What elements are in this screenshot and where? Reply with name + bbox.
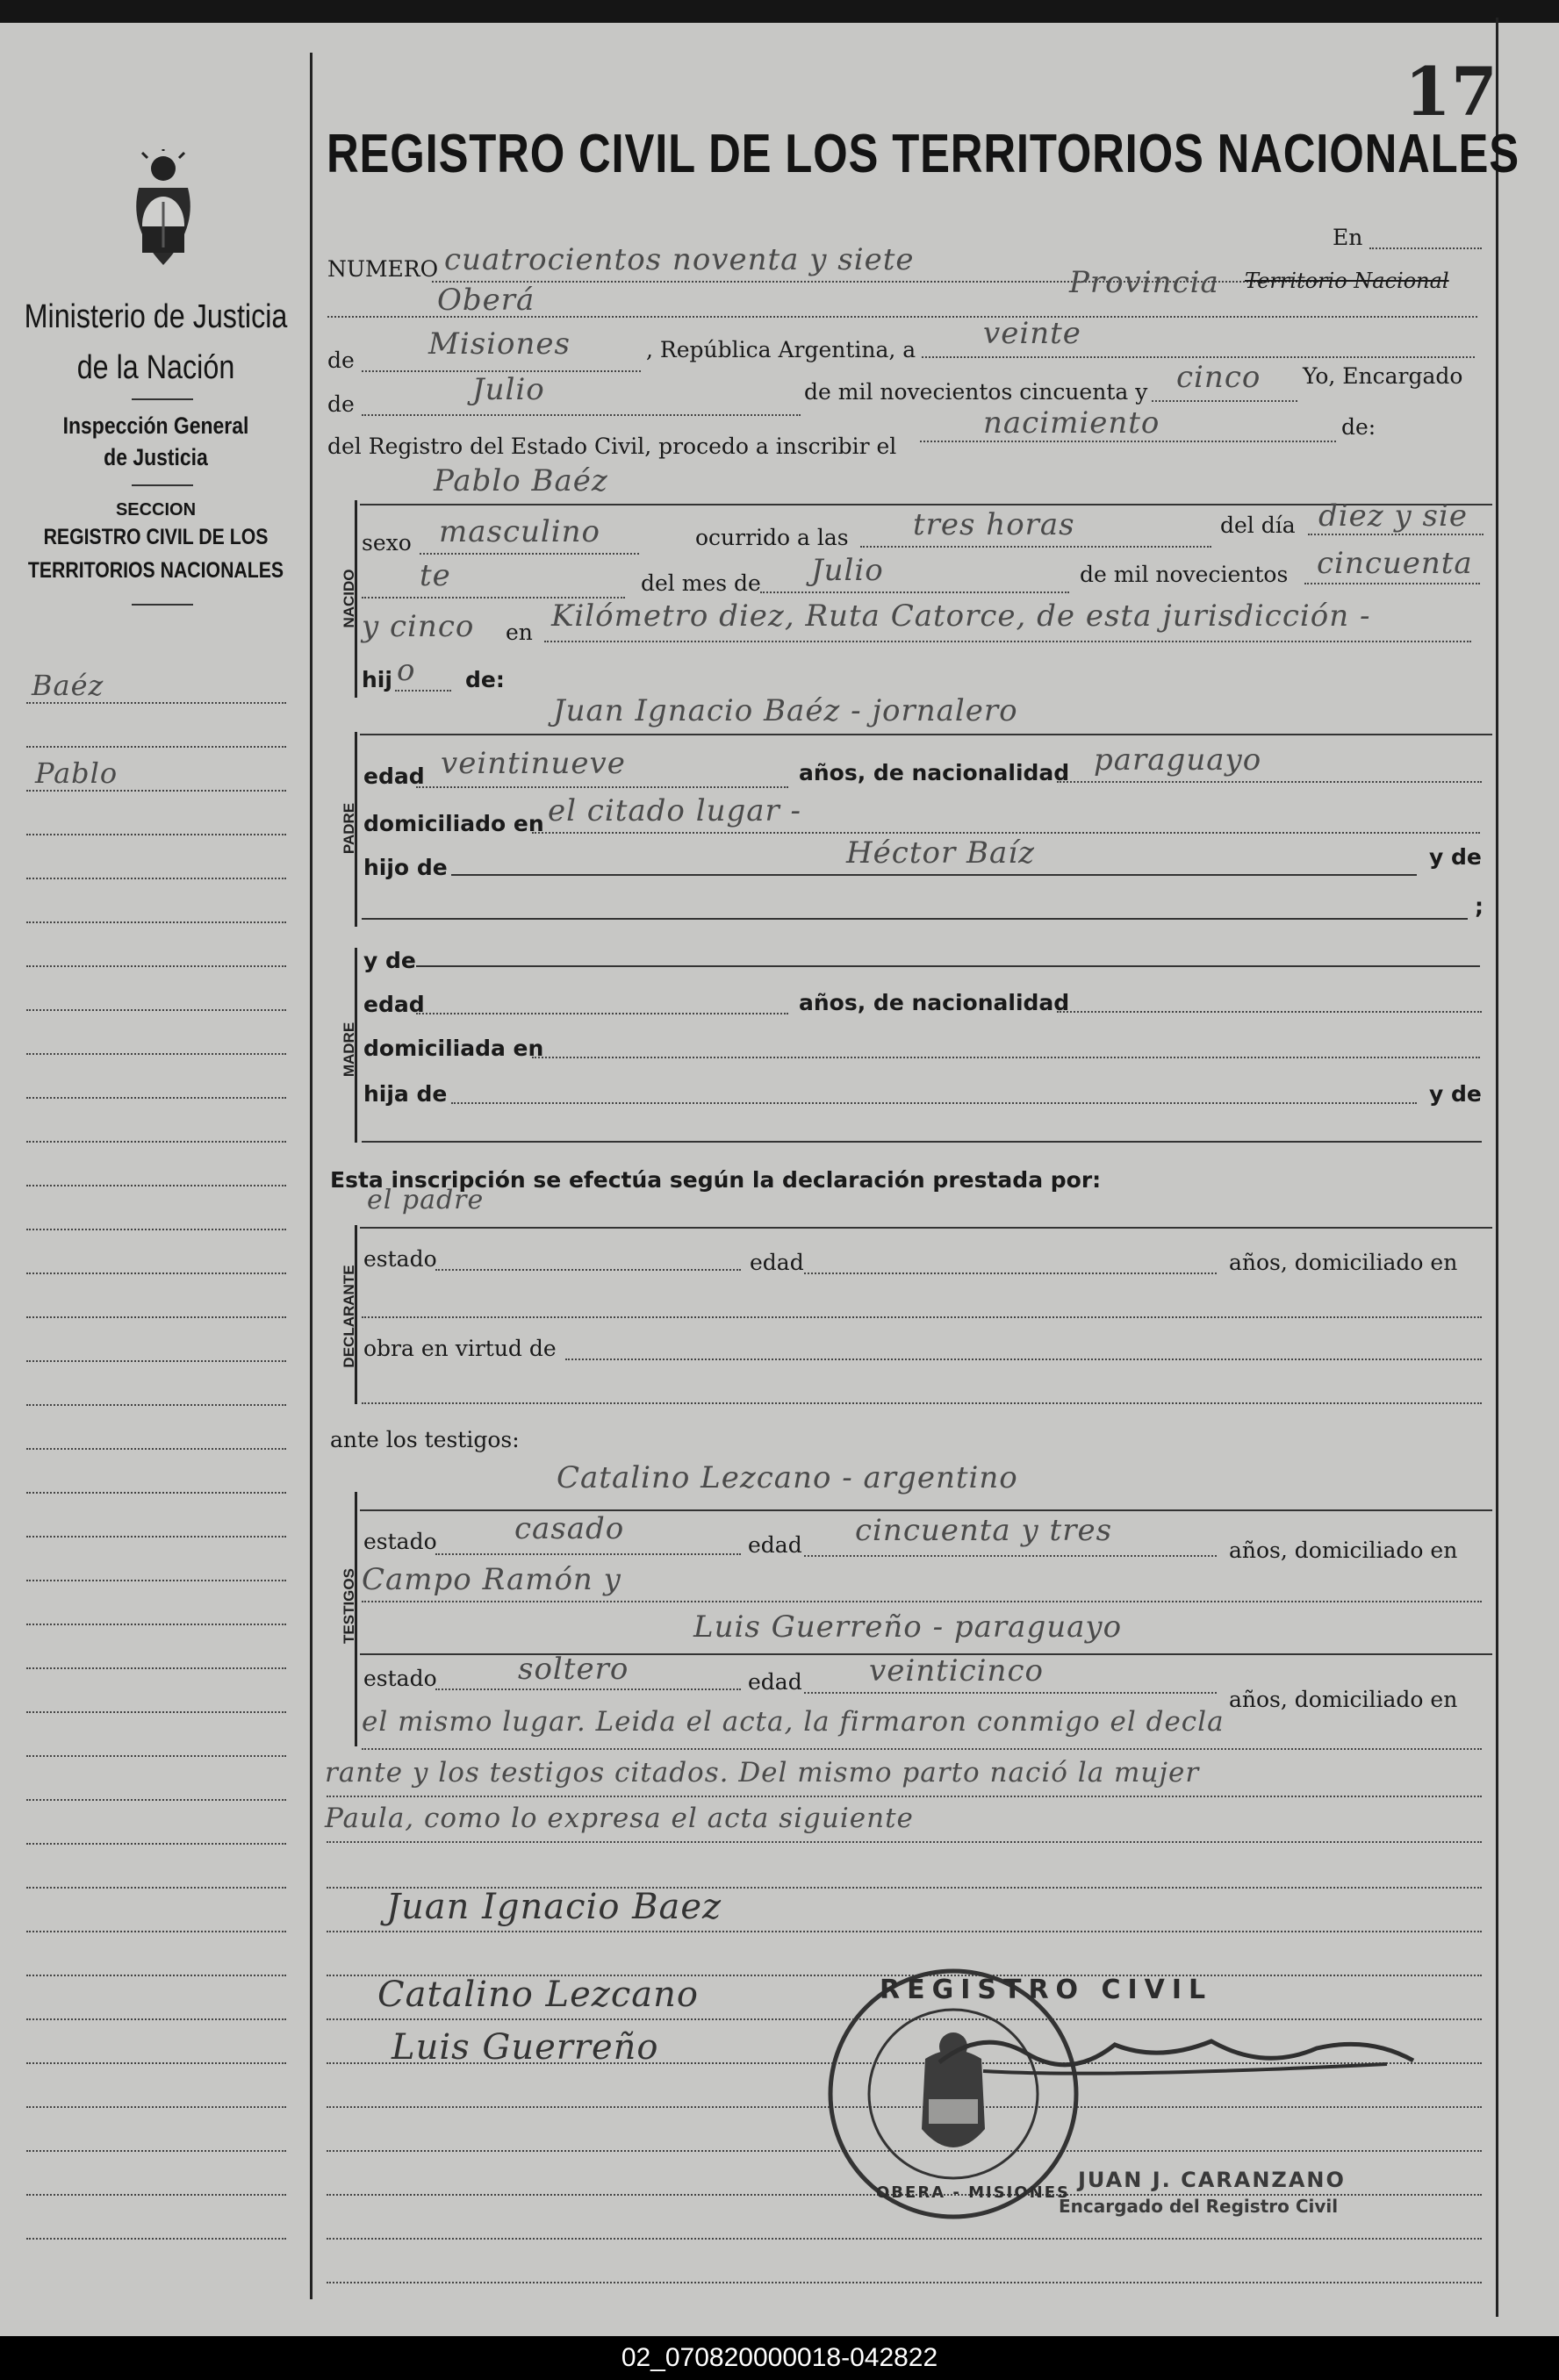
ministry-line-1: Ministerio de Justicia [24, 298, 288, 335]
index-rule [26, 834, 286, 835]
province-value: Provincia [1069, 265, 1219, 300]
index-rule [26, 2150, 286, 2152]
index-rule [26, 1887, 286, 1889]
lugar-value: Kilómetro diez, Ruta Catorce, de esta jurisdicción - [551, 599, 1371, 634]
sexo-label: sexo [362, 530, 412, 556]
padre-nac-label: años, de nacionalidad [799, 760, 1070, 785]
section-label: SECCION [115, 500, 197, 520]
numero-value: cuatrocientos noventa y siete [444, 242, 915, 277]
t2-anios-label: años, domiciliado en [1229, 1687, 1458, 1712]
yo-label: Yo, Encargado [1303, 363, 1463, 389]
t1-edad-label: edad [748, 1532, 802, 1558]
closing-rule-1 [362, 1748, 1482, 1750]
t1-anios-label: años, domiciliado en [1229, 1538, 1458, 1563]
numero-label: NUMERO [327, 256, 439, 282]
index-rule [26, 2062, 286, 2064]
t1-estado-line [435, 1553, 741, 1555]
declarante-obra-line [565, 1358, 1482, 1360]
padre-section-label: PADRE [341, 802, 357, 855]
index-rule [26, 2018, 286, 2020]
closing-rule-3 [327, 1841, 1482, 1843]
index-rule [26, 921, 286, 923]
year2-line [1304, 583, 1480, 584]
right-margin-line [1496, 18, 1498, 2317]
place-value: Oberá [437, 283, 535, 318]
closing-line-1: el mismo lugar. Leida el acta, la firmaron conmigo el decla [362, 1706, 1225, 1738]
declarante-edad-line [804, 1272, 1217, 1274]
t2-edad-label: edad [748, 1669, 802, 1695]
stamp-ring-bottom: OBERA - MISIONES [876, 2183, 1071, 2202]
en-label: En [1333, 225, 1363, 250]
index-rule [26, 1667, 286, 1669]
signature-rule [327, 2282, 1482, 2283]
index-rule [26, 1624, 286, 1625]
republica-label: , República Argentina, a [646, 337, 916, 362]
left-divider [132, 398, 193, 400]
index-rule [26, 965, 286, 967]
sexo-line [420, 553, 639, 555]
month-line [362, 414, 801, 416]
sexo-value: masculino [439, 514, 601, 549]
index-rule [26, 1009, 286, 1011]
declarante-anios-label: años, domiciliado en [1229, 1250, 1458, 1275]
index-rule [26, 746, 286, 748]
lugar-line [544, 641, 1471, 642]
padre-hijo-line [451, 874, 1417, 876]
nacido-section-label: NACIDO [341, 569, 357, 628]
signature-2: Catalino Lezcano [377, 1975, 699, 2015]
dia-label: del día [1220, 513, 1296, 538]
padre-yde-label: y de [1429, 844, 1482, 870]
index-given-name: Pablo [35, 756, 119, 790]
de1-value: Misiones [428, 326, 571, 362]
mes-value: Julio [811, 553, 884, 588]
declarante-obra-label: obra en virtud de [363, 1336, 557, 1361]
index-rule [26, 2194, 286, 2196]
padre-edad-line [416, 786, 788, 788]
index-rule [26, 1536, 286, 1538]
madre-section-label: MADRE [341, 1022, 357, 1078]
section-line-1: REGISTRO CIVIL DE LOS [43, 525, 269, 549]
madre-edad-label: edad [363, 992, 425, 1017]
index-rule [26, 1097, 286, 1099]
t2-estado-label: estado [363, 1666, 437, 1691]
left-divider [132, 604, 193, 606]
hij-line [395, 690, 451, 692]
declarante-section-label: DECLARANTE [341, 1265, 357, 1368]
madre-edad-line [416, 1013, 788, 1014]
t2-edad-value: veinticinco [869, 1653, 1044, 1688]
t2-name: Luis Guerreño - paraguayo [693, 1609, 1123, 1645]
officer-title: Encargado del Registro Civil [1059, 2196, 1339, 2217]
territorio-label: Territorio Nacional [1245, 269, 1449, 293]
padre-yde-line [362, 918, 1468, 920]
index-rule [26, 1316, 286, 1318]
index-rule [26, 790, 286, 792]
padre-dom-value: el citado lugar - [548, 793, 802, 828]
registro-label: del Registro del Estado Civil, procedo a inscribir el [327, 434, 897, 459]
hij-value: o [397, 653, 416, 688]
closing-line-3: Paula, como lo expresa el acta siguiente [325, 1803, 914, 1834]
madre-yde-label: y de [363, 948, 416, 973]
inspection-line-1: Inspección General [62, 412, 249, 439]
declarante-edad-label: edad [750, 1250, 804, 1275]
mil2-label: de mil novecientos [1080, 562, 1289, 587]
t1-estado-label: estado [363, 1529, 437, 1554]
madre-dom-line [532, 1057, 1480, 1058]
madre-dom-label: domiciliada en [363, 1036, 544, 1061]
madre-end-line [362, 1141, 1482, 1143]
declarante-name: el padre [367, 1185, 485, 1215]
page-number: 17 [1405, 53, 1498, 131]
index-rule [26, 1272, 286, 1274]
t1-dom-value: Campo Ramón y [362, 1562, 621, 1597]
page-title: REGISTRO CIVIL DE LOS TERRITORIOS NACIONALES [327, 124, 1519, 184]
de3-label: de: [1341, 414, 1376, 440]
day-line [922, 356, 1475, 358]
index-rule [26, 702, 286, 704]
index-rule [26, 1053, 286, 1055]
index-rule [26, 2238, 286, 2240]
inspection-line-2: de Justicia [104, 444, 208, 470]
t1-dom-line [362, 1601, 1482, 1602]
testigos-section-label: TESTIGOS [341, 1568, 357, 1644]
left-divider [132, 484, 193, 486]
day-value: veinte [983, 316, 1081, 351]
act-line [920, 441, 1336, 442]
padre-dom-label: domiciliado en [363, 811, 544, 836]
act-value: nacimiento [983, 405, 1160, 441]
madre-yde-line [416, 965, 1480, 967]
year-value: cinco [1176, 360, 1261, 395]
index-rule [26, 2106, 286, 2108]
de2-label: de [327, 391, 355, 417]
dia-line [1308, 534, 1484, 535]
signature-rule [327, 2238, 1482, 2240]
declarante-dom-line [362, 1316, 1482, 1318]
t1-edad-line [804, 1555, 1217, 1557]
madre-hija-label: hija de [363, 1081, 448, 1107]
padre-edad-value: veintinueve [441, 746, 626, 781]
index-rule [26, 1931, 286, 1932]
index-rule [26, 1141, 286, 1143]
en-line [1369, 247, 1482, 249]
madre-nac-line [1057, 1011, 1482, 1013]
index-rule [26, 1404, 286, 1406]
testigos-label: ante los testigos: [330, 1427, 520, 1452]
index-rule [26, 1843, 286, 1845]
signature-rule [327, 1931, 1482, 1932]
index-surname: Baéz [32, 669, 104, 702]
padre-nac-line [1057, 781, 1482, 783]
index-rule [26, 1185, 286, 1186]
year-line [1152, 400, 1297, 402]
ocurrido-label: ocurrido a las [695, 525, 849, 550]
scan-top-border [0, 0, 1559, 23]
mes-line [760, 591, 1069, 593]
madre-nac-label: años, de nacionalidad [799, 990, 1070, 1015]
index-rule [26, 878, 286, 879]
t2-edad-line [804, 1692, 1217, 1694]
padre-name-line [360, 734, 1492, 735]
padre-name: Juan Ignacio Baéz - jornalero [553, 693, 1018, 728]
index-rule [26, 1448, 286, 1450]
ministry-line-2: de la Nación [76, 349, 235, 386]
nacido-name: Pablo Baéz [434, 463, 608, 498]
t1-edad-value: cincuenta y tres [855, 1513, 1113, 1548]
padre-semicolon: ; [1475, 893, 1484, 919]
hora-value: tres horas [913, 507, 1075, 542]
index-rule [26, 1755, 286, 1757]
stamp-ring-top: REGISTRO CIVIL [880, 1975, 1213, 2005]
en2-label: en [506, 620, 533, 645]
t2-estado-value: soltero [518, 1652, 629, 1687]
section-line-2: TERRITORIOS NACIONALES [27, 558, 284, 583]
padre-hijo-label: hijo de [363, 855, 448, 880]
hij-label: hij [362, 667, 392, 692]
year-value-a: cincuenta [1317, 546, 1473, 581]
index-rule [26, 1975, 286, 1976]
registrar-signature-icon [930, 2010, 1422, 2097]
signature-3: Luis Guerreño [392, 2027, 659, 2068]
de1-label: de [327, 348, 355, 373]
closing-rule-2 [327, 1796, 1482, 1797]
hora-line [860, 546, 1211, 548]
index-rule [26, 1229, 286, 1230]
inscripcion-label: Esta inscripción se efectúa según la declaración prestada por: [330, 1167, 1102, 1193]
index-rule [26, 1799, 286, 1801]
index-rule [26, 1711, 286, 1713]
closing-line-2: rante y los testigos citados. Del mismo parto nació la mujer [325, 1757, 1200, 1789]
madre-hija-line [451, 1102, 1417, 1104]
dia-value-a: diez y sie [1318, 498, 1468, 534]
hij-de-label: de: [465, 667, 505, 692]
padre-hijo-value: Héctor Baíz [846, 835, 1036, 871]
padre-dom-line [532, 832, 1480, 834]
t1-name: Catalino Lezcano - argentino [557, 1460, 1018, 1495]
coat-of-arms-icon [121, 149, 205, 272]
index-rule [26, 1492, 286, 1494]
mes-label: del mes de [641, 570, 761, 596]
padre-edad-label: edad [363, 763, 425, 789]
madre-yde2-label: y de [1429, 1081, 1482, 1107]
image-caption: 02_070820000018-042822 [0, 2336, 1559, 2380]
declarante-name-line [360, 1227, 1492, 1229]
t2-estado-line [435, 1688, 741, 1690]
padre-nac-value: paraguayo [1094, 742, 1262, 778]
declarante-end-line [362, 1402, 1482, 1404]
t1-estado-value: casado [514, 1511, 625, 1546]
index-rule [26, 1580, 286, 1581]
signature-1: Juan Ignacio Baez [386, 1887, 722, 1927]
month-value: Julio [472, 372, 545, 407]
left-margin-line [310, 53, 313, 2299]
declarante-estado-label: estado [363, 1246, 437, 1272]
year-value-b: y cinco [362, 609, 475, 644]
dia-value-b: te [420, 558, 451, 593]
officer-name: JUAN J. CARANZANO [1078, 2168, 1346, 2192]
declarante-estado-line [435, 1269, 741, 1271]
mil-label: de mil novecientos cincuenta y [804, 379, 1148, 405]
index-rule [26, 1360, 286, 1362]
